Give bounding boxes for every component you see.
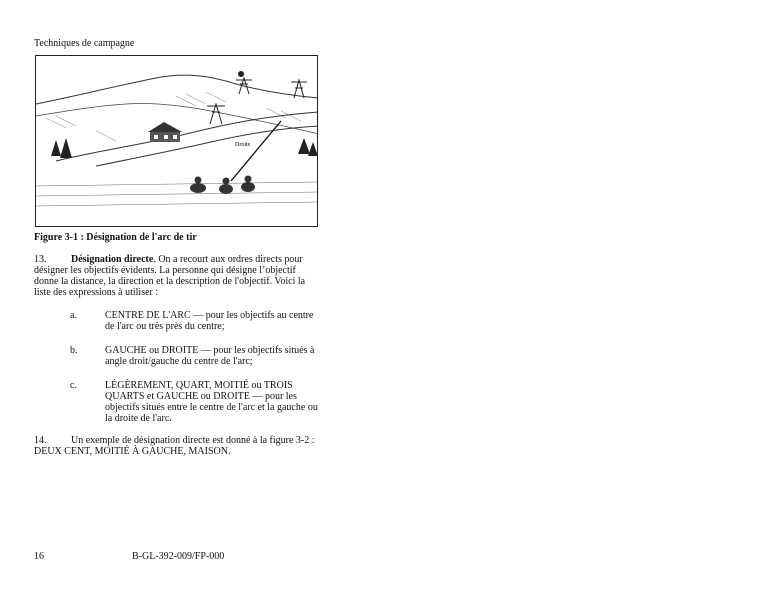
far-hill-line [36, 75, 318, 104]
paragraph-number: 14. [34, 435, 47, 446]
paragraph-13 [34, 254, 319, 298]
list-item-text: LÉGÈREMENT, QUART, MOITIÉ ou TROIS QUARTS et GAUCHE ou DROITE — pour les objectifs situés entre le centre de l'arc et la gauche ou la droite de l'arc. [105, 380, 318, 424]
running-header: Techniques de campagne [34, 38, 135, 49]
document-code: B-GL-392-009/FP-000 [132, 551, 225, 562]
power-pylons [207, 78, 307, 124]
list-item-text: GAUCHE ou DROITE — pour les objectifs situés à angle droit/gauche du centre de l'arc; [105, 345, 315, 367]
paragraph-text: . On a recourt aux ordres directs pour désigner les objectifs évidents. La personne qui désigne l’objectif donne la distance, la direction et la description de l'objectif. Voici la liste des expressions à utiliser : [34, 254, 306, 298]
landscape-drawing [36, 56, 318, 227]
list-item-letter: a. [70, 310, 77, 321]
chalet-house [148, 122, 182, 142]
soldiers [190, 176, 255, 195]
figure-caption: Figure 3-1 : Désignation de l'arc de tir [34, 232, 197, 243]
paragraph-number: 13. [34, 254, 47, 265]
direction-line [231, 121, 281, 181]
list-item-letter: b. [70, 345, 78, 356]
trees [51, 71, 318, 158]
road-edge-upper [56, 112, 318, 161]
paragraph-heading: Désignation directe [71, 254, 154, 265]
droite-label: Droite [235, 142, 251, 148]
paragraph-text: Un exemple de désignation directe est donné à la figure 3-2 : DEUX CENT, MOITIÉ À GAUCHE, MAISON. [34, 435, 315, 457]
figure-illustration [35, 55, 318, 227]
paragraph-14 [34, 435, 319, 457]
list-item-text: CENTRE DE L'ARC — pour les objectifs au centre de l'arc ou très près du centre; [105, 310, 314, 332]
list-item-letter: c. [70, 380, 77, 391]
field-hatching [36, 182, 318, 206]
page-number: 16 [34, 551, 44, 562]
